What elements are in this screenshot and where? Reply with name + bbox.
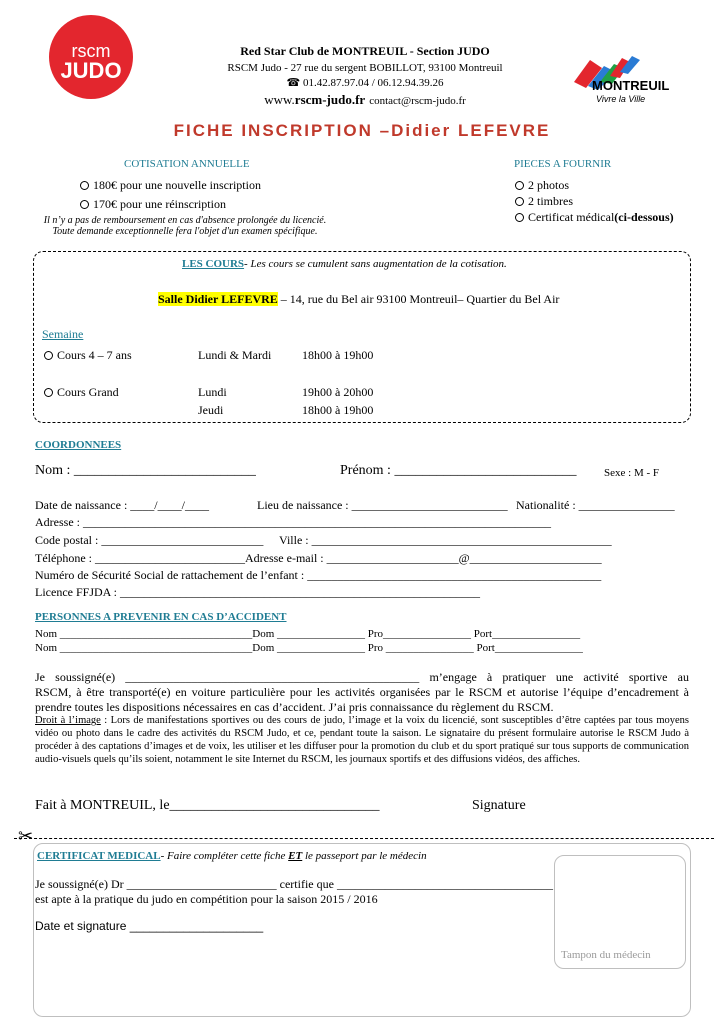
nom-field[interactable]: Nom : __________________________ [35,463,256,478]
phone-email-field[interactable]: Téléphone : _________________________Adresse e-mail : ______________________@______________________ [35,551,602,565]
cotisation-note-1: Il n’y a pas de remboursement en cas d'absence prolongée du licencié. [43,215,327,226]
certificat-doctor-field[interactable]: Je soussigné(e) Dr _________________________ certifie que ____________________________________ [35,877,553,891]
cotisation-item-label: 180€ pour une nouvelle inscription [93,178,261,192]
declaration-line-2: RSCM, à être transporté(e) en voiture particulière pour les activités organisées par le RSCM et autorise l’équipe d’encadrement à [35,685,689,699]
cours-time: 19h00 à 20h00 [302,385,374,399]
cut-line [14,838,714,839]
radio-icon[interactable] [80,200,89,209]
accident-contact-row[interactable]: Nom ___________________________________Dom ________________ Pro________________ Port________________ [35,628,581,640]
club-address: RSCM Judo - 27 rue du sergent BOBILLOT, 93100 Montreuil [227,62,503,74]
logo-line1: rscm [71,41,111,61]
salle-address: – 14, rue du Bel air 93100 Montreuil– Quartier du Bel Air [277,292,560,306]
club-phone-line [170,76,560,89]
cotisation-note [20,215,350,237]
page-title: FICHE INSCRIPTION –Didier LEFEVRE [173,121,551,140]
certificat-aptitude: est apte à la pratique du judo en compétition pour la saison 2015 / 2016 [35,892,378,906]
cours-subtitle: - Les cours se cumulent sans augmentation de la cotisation. [244,258,507,270]
city-field[interactable]: Ville : __________________________________________________ [279,533,612,547]
tampon-label: Tampon du médecin [561,949,651,961]
prenom-field[interactable]: Prénom : __________________________ [340,463,577,478]
postcode-field[interactable]: Code postal : ___________________________ [35,533,264,547]
certificat-heading: CERTIFICAT MEDICAL [37,850,161,862]
piece-label: Certificat médical [528,210,615,224]
header [170,44,560,109]
piece-label: 2 timbres [528,194,573,208]
radio-icon[interactable] [515,197,524,206]
semaine-label: Semaine [42,327,84,341]
radio-icon[interactable] [44,351,53,360]
club-name: Red Star Club de MONTREUIL - Section JUDO [240,44,490,58]
certificat-et: ET [288,850,303,862]
certificat-sub1: - Faire compléter cette fiche [160,850,289,862]
scissors-icon: ✂ [18,826,34,846]
birthplace-field[interactable]: Lieu de naissance : __________________________ [257,498,508,512]
salle-name: Salle Didier LEFEVRE [158,292,278,306]
montreuil-logo [570,48,680,108]
cours-name: Cours Grand [57,385,119,399]
piece-label: 2 photos [528,178,570,192]
salle-line [158,292,559,307]
montreuil-name: MONTREUIL [592,78,670,93]
declaration-line-1[interactable]: Je soussigné(e) _________________________________________________ m’engage à pratiquer une activité sportive au [35,670,689,684]
certificat-heading-line [37,850,427,862]
cotisation-item[interactable] [80,197,226,212]
cours-row[interactable] [44,348,132,363]
cours-time: 18h00 à 19h00 [302,348,374,362]
sexe-field[interactable]: Sexe : M - F [604,467,659,479]
accident-contact-row[interactable]: Nom ___________________________________Dom ________________ Pro ________________ Port________________ [35,642,583,654]
nationality-field[interactable]: Nationalité : ________________ [516,498,675,512]
cours-name: Cours 4 – 7 ans [57,348,132,362]
piece-item[interactable] [515,210,674,225]
certificat-date-signature[interactable]: Date et signature ____________________ [35,919,264,933]
piece-item[interactable] [515,194,573,209]
montreuil-tagline: Vivre la Ville [596,94,646,104]
cours-day: Jeudi [198,403,224,417]
cours-heading: LES COURS [182,258,245,270]
signature-label: Signature [472,798,526,813]
cours-day: Lundi [198,385,227,399]
droit-image-text: : Lors de manifestations sportives ou des cours de judo, l’image et la voix du licencié, sont susceptibles d’être captées par tous moyens vidéo ou photo dans le cadre des activités du RSCM Judo, et ce, pendant toute la saison. Le signataire du présent formulaire autorise le RSCM Judo à procéder à des captations d’images et de voix, les utiliser et les diffuser pour la promotion du club et du sport pratiqué sur tous supports de communication audio-visuels quels qu’ils soient, notamment le site Internet du RSCM, les journaux sportifs et des diffusions vidéos, des affiches. [35,715,689,765]
web-line [170,91,560,109]
declaration-line-3: prendre toutes les dispositions nécessaires en cas d’accident. J’ai pris connaissance du règlement du RSCM. [35,700,554,714]
pieces-heading: PIECES A FOURNIR [514,158,612,170]
cotisation-heading: COTISATION ANNUELLE [124,158,250,170]
social-security-field[interactable]: Numéro de Sécurité Social de rattachement de l’enfant : _________________________________________________ [35,568,602,582]
accident-heading: PERSONNES A PREVENIR EN CAS D’ACCIDENT [35,611,287,623]
piece-item[interactable] [515,178,569,193]
piece-cert-suffix: (ci-dessous) [614,210,674,224]
birthdate-field[interactable]: Date de naissance : ____/____/____ [35,498,209,512]
cotisation-item-label: 170€ pour une réinscription [93,197,226,211]
cours-heading-line [182,258,507,270]
licence-field[interactable]: Licence FFJDA : ____________________________________________________________ [35,585,480,599]
web-domain[interactable]: rscm-judo.fr [294,92,366,107]
cours-row[interactable] [44,385,119,400]
cours-day: Lundi & Mardi [198,348,272,362]
radio-icon[interactable] [44,388,53,397]
cotisation-note-2: Toute demande exceptionnelle fera l'objet d'un examen spécifique. [52,226,318,237]
certificat-sub2: le passeport par le médecin [302,850,427,862]
coordonnees-heading: COORDONNEES [35,439,122,451]
radio-icon[interactable] [515,213,524,222]
droit-image-label: Droit à l’image [35,715,101,726]
web-prefix[interactable]: www. [264,92,295,107]
phone-icon: ☎ [286,77,301,89]
droit-image [35,714,689,766]
club-email[interactable]: contact@rscm-judo.fr [369,95,466,107]
declaration [35,670,689,715]
cours-time: 18h00 à 19h00 [302,403,374,417]
rscm-judo-logo [48,14,134,100]
address-field[interactable]: Adresse : ______________________________________________________________________________ [35,515,551,529]
radio-icon[interactable] [515,181,524,190]
cotisation-item[interactable] [80,178,261,193]
fait-field[interactable]: Fait à MONTREUIL, le______________________________ [35,798,380,813]
radio-icon[interactable] [80,181,89,190]
club-phone: 01.42.87.97.04 / 06.12.94.39.26 [302,77,444,89]
logo-line2: JUDO [60,58,122,83]
